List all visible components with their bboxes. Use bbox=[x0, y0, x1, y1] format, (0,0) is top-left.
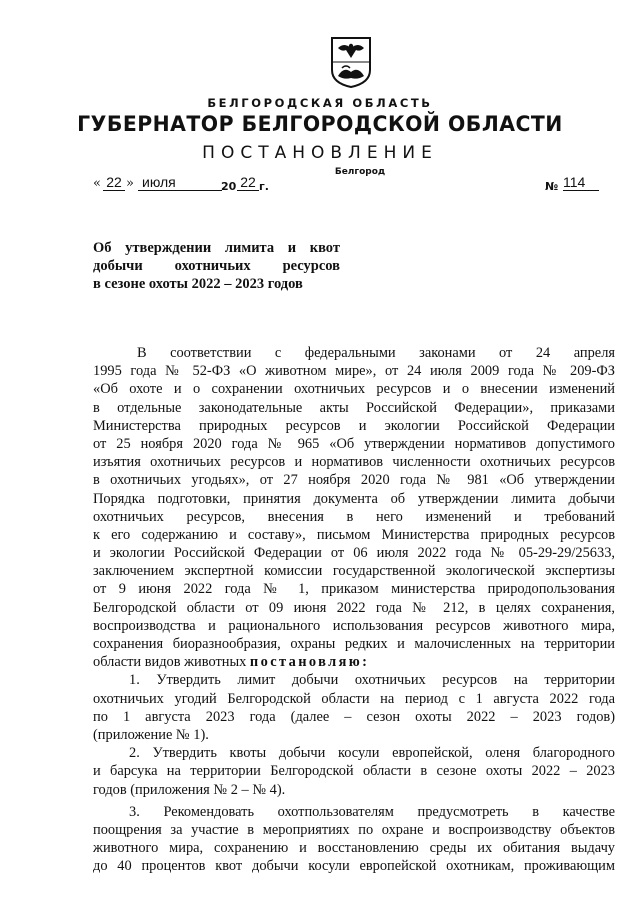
item1-line: (приложение № 1). bbox=[93, 726, 209, 743]
body-line: сохранения биоразнообразия, охраны редких и малочисленных на территории bbox=[93, 636, 615, 652]
document-body bbox=[93, 344, 615, 875]
body-line: Порядка подготовки, принятия документа об утверждении лимита добычи bbox=[93, 490, 615, 507]
region-title: БЕЛГОРОДСКАЯ ОБЛАСТЬ bbox=[207, 96, 433, 110]
body-line: от 9 июня 2022 года № 1, приказом министерства природопользования bbox=[93, 581, 615, 598]
body-line: от 25 ноября 2020 года № 965 «Об утверждении нормативов допустимого bbox=[93, 435, 615, 452]
date-year-suffix: г. bbox=[259, 180, 269, 193]
body-line: в отдельные законодательные акты Российской Федерации», приказами bbox=[93, 399, 615, 416]
date-close-quote: » bbox=[126, 176, 134, 191]
body-line: 1995 года № 52-ФЗ «О животном мире», от 24 июля 2009 года № 209-ФЗ bbox=[93, 363, 615, 380]
body-line: изъятия охотничьих ресурсов и нормативов численности охотничьих ресурсов bbox=[93, 454, 615, 471]
document-subject bbox=[93, 239, 340, 293]
governor-title: ГУБЕРНАТОР БЕЛГОРОДСКОЙ ОБЛАСТИ bbox=[77, 112, 563, 136]
item2-line: годов (приложения № 2 – № 4). bbox=[93, 781, 286, 798]
item2-line: 2. Утвердить квоты добычи косули европейской, оленя благородного bbox=[129, 745, 615, 762]
body-line: Белгородской области от 09 июня 2022 года № 212, в целях сохранения, bbox=[93, 599, 615, 616]
body-line: в охотничьих угодьях», от 27 ноября 2020 года № 981 «Об утверждении bbox=[93, 472, 615, 489]
resolve-word: постановляю: bbox=[249, 654, 370, 671]
resolve-prefix: области видов животных bbox=[93, 654, 250, 671]
city-name: Белгород bbox=[334, 167, 386, 177]
body-line: Министерства природных ресурсов и экологии Российской Федерации bbox=[93, 417, 615, 434]
date-day: 22 bbox=[103, 174, 125, 191]
date-year: 22 bbox=[237, 174, 259, 191]
body-line: охотничьих ресурсов, внесения в него изменений и требований bbox=[93, 508, 615, 525]
resolve-line bbox=[93, 653, 615, 671]
date-century: 20 bbox=[221, 180, 237, 193]
document-number: 114 bbox=[563, 174, 599, 191]
number-label: № bbox=[545, 180, 559, 193]
item3-line: 3. Рекомендовать охотпользователям предусмотреть в качестве bbox=[129, 803, 615, 820]
body-line: и экологии Российской Федерации от 06 июля 2022 года № 05-29-29/25633, bbox=[93, 545, 615, 562]
body-line: В соответствии с федеральными законами от 24 апреля bbox=[137, 345, 615, 361]
subject-line: Об утверждении лимита и квот bbox=[93, 240, 340, 256]
subject-line: в сезоне охоты 2022 – 2023 годов bbox=[93, 276, 303, 292]
item1-line: по 1 августа 2023 года (далее – сезон охоты 2022 – 2023 годов) bbox=[93, 708, 615, 725]
document-type: ПОСТАНОВЛЕНИЕ bbox=[202, 143, 438, 163]
body-line: заключением экспертной комиссии государственной экологической экспертизы bbox=[93, 563, 615, 580]
belgorod-coat-of-arms-icon bbox=[330, 36, 372, 88]
item2-line: и барсука на территории Белгородской области в сезоне охоты 2022 – 2023 bbox=[93, 763, 615, 780]
item3-line: поощрения за участие в мероприятиях по охране и воспроизводству объектов bbox=[93, 821, 615, 838]
item1-line: 1. Утвердить лимит добычи охотничьих ресурсов на территории bbox=[129, 672, 615, 689]
body-line: воспроизводства и рационального использования ресурсов животного мира, bbox=[93, 617, 615, 634]
subject-line: добычи охотничьих ресурсов bbox=[93, 258, 340, 274]
item3-line: животного мира, сохранению и восстановлению среды их обитания выдачу bbox=[93, 840, 615, 857]
body-line: к его содержанию и составу», письмом Министерства природных ресурсов bbox=[93, 526, 615, 543]
date-open-quote: « bbox=[93, 176, 101, 191]
item1-line: охотничьих угодий Белгородской области на период с 1 августа 2022 года bbox=[93, 690, 615, 707]
item3-line: до 40 процентов квот добычи косули европейской охотникам, проживающим bbox=[93, 858, 615, 875]
date-month: июля bbox=[138, 174, 222, 191]
body-line: «Об охоте и о сохранении охотничьих ресурсов и о внесении изменений bbox=[93, 381, 615, 398]
